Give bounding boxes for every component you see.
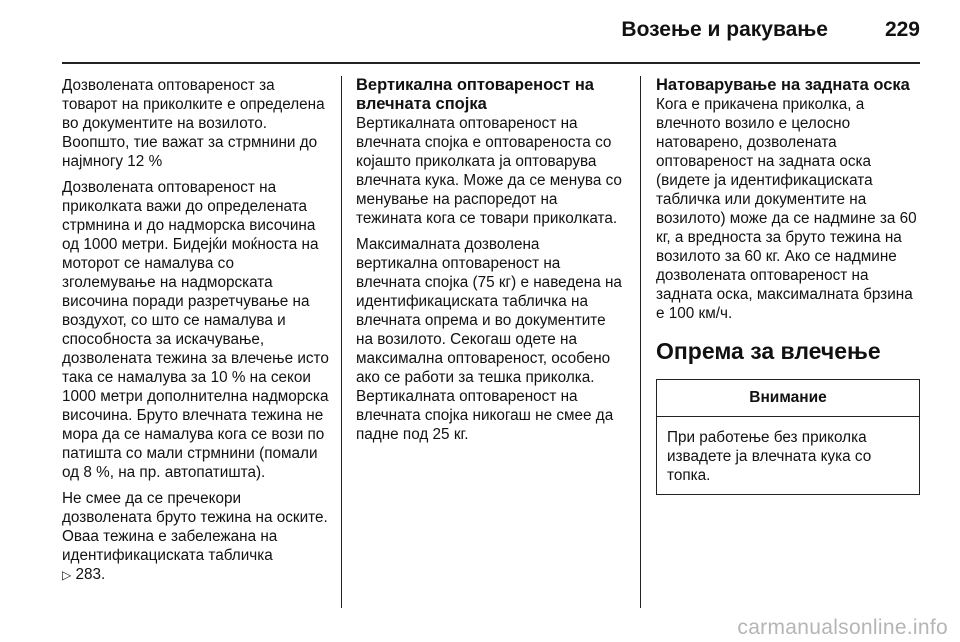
- section-title-towing-equipment: Опрема за влечењe: [656, 338, 881, 364]
- paragraph-coupling-definition: Вертикалната оптовареност на влечната спојка е оптовареноста со којашто приколката ја оптоварува влечната кука. Може да се менува со менувањe на распоредот на тежината кога се товари приколката.: [356, 115, 622, 227]
- paragraph-rear-axle: Кога е прикачена приколка, а влечното возило е целосно натоварено, дозволената оптовареност на задната оска (видете ја идентификациската табличка или документите на возилото) може да се надмине за 60 кг, а вредноста за бруто тежина на возилото за 60 кг. Ако се надмине дозволената оптовареност на задната оска, максималната брзина е 100 км/ч.: [656, 96, 917, 322]
- warning-title: Внимание: [657, 380, 919, 417]
- cross-reference-icon: ▷: [62, 568, 72, 582]
- page-number: 229: [884, 18, 920, 41]
- column-1: [62, 76, 330, 592]
- column-divider: [341, 76, 342, 608]
- paragraph-axle-weight: [62, 489, 330, 585]
- section-heading-coupling-load: Вертикална оптовареност на влечната спојка: [356, 76, 594, 113]
- column-3: [656, 76, 922, 495]
- paragraph-coupling-max: Максималната дозволена вертикална оптовареност на влечната спојка (75 кг) е наведена на идентификациската табличка на влечната опрема и во документите на возилото. Секогаш одете на максимална оптовареност, особено ако се работи за тешка приколка. Вертикалната оптовареност на влечната спојка никогаш не смее да падне под 25 кг.: [356, 236, 622, 443]
- header-title: Возење и ракување: [621, 18, 828, 41]
- column-divider: [640, 76, 641, 608]
- column-2: [356, 76, 624, 451]
- section-heading-rear-axle: Натоварувањe на задната оска: [656, 76, 910, 94]
- page-header: [62, 0, 920, 64]
- axle-weight-text: Не смее да се пречекори дозволената бруто тежина на оските. Оваа тежина е забележана на идентификациската табличка: [62, 490, 328, 564]
- paragraph-trailer-load: Дозволената оптовареност за товарот на приколките е определена во документите на возилото. Воопшто, тие важат за стрмнини до најмногу 12 %: [62, 77, 325, 170]
- warning-text: При работењe без приколка извадете ја влечната кука со топка.: [667, 429, 872, 484]
- warning-box: [656, 379, 920, 495]
- watermark: carmanualsonline.info: [737, 616, 948, 639]
- paragraph-altitude: Дозволената оптовареност на приколката важи до определената стрмнина и до надморска височина од 1000 метри. Бидејќи моќноста на моторот се намалува со зголемувањe на надморската височина поради разретчувањe на воздухот, со што се намалува и способноста за искачувањe, дозволената тежина за влечењe исто така се намалува за 10 % на секои 1000 метри дополнителна надморска височина. Бруто влечната тежина не мора да се намалува кога се вози по патишта со мали стрмнини (помали од 8 %, на пр. автопатишта).: [62, 179, 329, 481]
- cross-reference-page[interactable]: 283.: [75, 566, 106, 583]
